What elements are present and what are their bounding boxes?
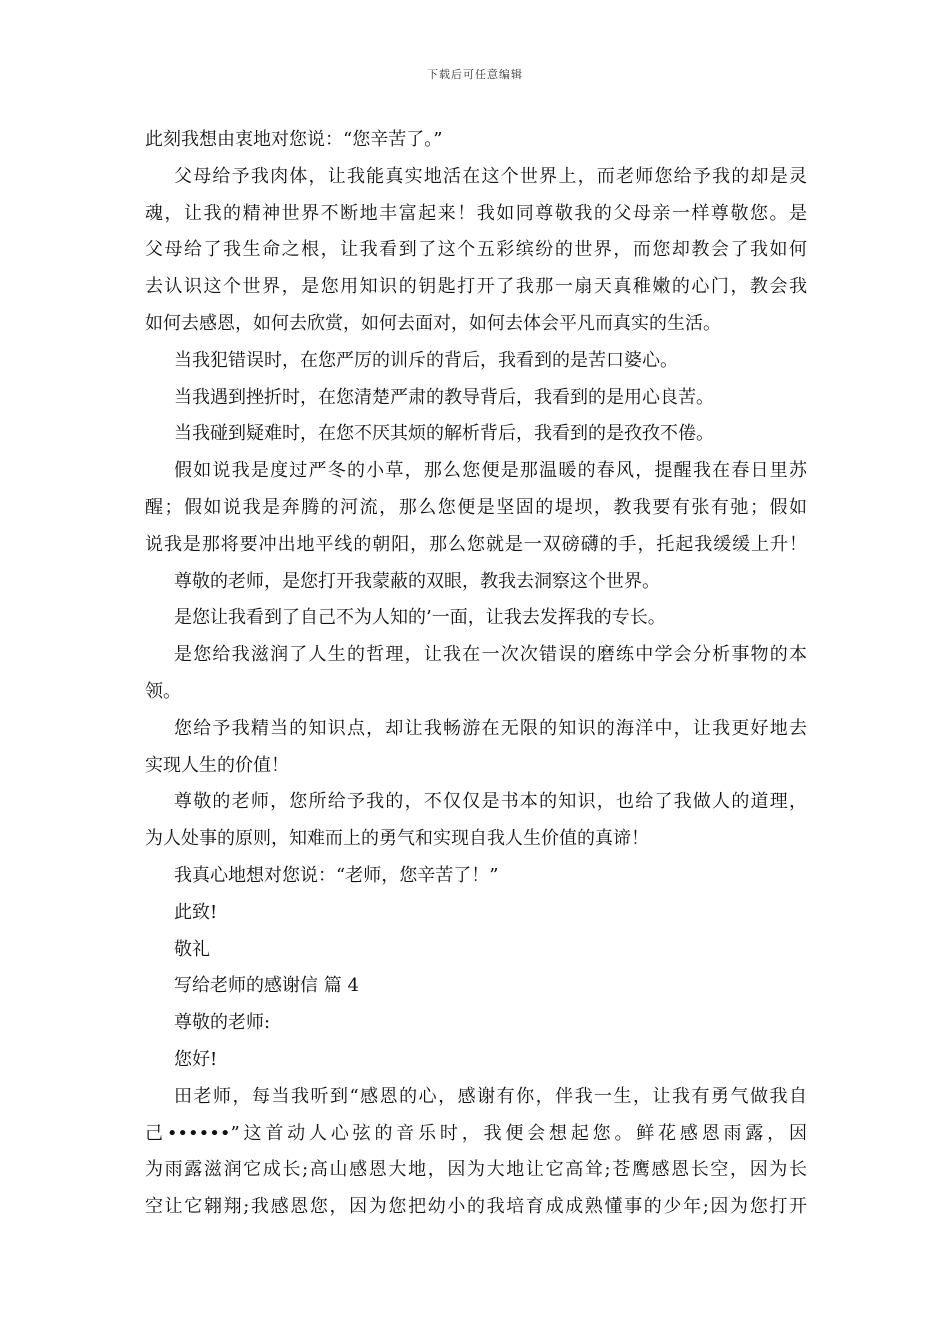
- text-line: 醒；假如说我是奔腾的河流，那么您便是坚固的堤坝，教我要有张有弛；假如: [145, 496, 807, 518]
- text-line: 尊敬的老师:: [174, 1012, 271, 1034]
- text-line: 敬礼: [174, 938, 210, 960]
- text-line: 是您给我滋润了人生的哲理，让我在一次次错误的磨练中学会分析事物的本: [174, 644, 807, 666]
- text-line: 为雨露滋润它成长;高山感恩大地，因为大地让它高耸;苍鹰感恩长空，因为长: [145, 1159, 807, 1181]
- text-line: 实现人生的价值！: [145, 754, 289, 776]
- text-line: 假如说我是度过严冬的小草，那么您便是那温暖的春风，提醒我在春日里苏: [174, 460, 807, 482]
- text-line: 说我是那将要冲出地平线的朝阳，那么您就是一双磅礴的手，托起我缓缓上升！: [145, 533, 807, 555]
- text-line: 领。: [145, 680, 181, 702]
- text-line: 田老师，每当我听到“感恩的心，感谢有你，伴我一生，让我有勇气做我自: [174, 1085, 807, 1107]
- text-line: 此刻我想由衷地对您说：“您辛苦了。”: [145, 129, 443, 150]
- text-line: 如何去感恩，如何去欣赏，如何去面对，如何去体会平凡而真实的生活。: [145, 312, 721, 334]
- text-line: 为人处事的原则，知难而上的勇气和实现自我人生价值的真谛！: [145, 828, 649, 850]
- text-line: 您给予我精当的知识点，却让我畅游在无限的知识的海洋中，让我更好地去: [174, 717, 807, 739]
- text-line: 父母给了我生命之根，让我看到了这个五彩缤纷的世界，而您却教会了我如何: [145, 239, 807, 261]
- text-line: 空让它翱翔;我感恩您，因为您把幼小的我培育成成熟懂事的少年;因为您打开: [145, 1196, 807, 1218]
- text-line: 当我犯错误时，在您严厉的训斥的背后，我看到的是苦口婆心。: [174, 349, 678, 371]
- text-line: 是您让我看到了自己不为人知的’一面，让我去发挥我的专长。: [174, 607, 666, 629]
- text-line: 己••••••”这首动人心弦的音乐时，我便会想起您。鲜花感恩雨露，因: [145, 1122, 807, 1144]
- text-line: 父母给予我肉体，让我能真实地活在这个世界上，而老师您给予我的却是灵: [174, 165, 807, 187]
- text-line: 魂，让我的精神世界不断地丰富起来！我如同尊敬我的父母亲一样尊敬您。是: [145, 202, 807, 224]
- text-line: 我真心地想对您说：“老师，您辛苦了！”: [174, 864, 499, 886]
- text-line: 此致!: [174, 901, 218, 923]
- text-line: 当我遇到挫折时，在您清楚严肃的教导背后，我看到的是用心良苦。: [174, 386, 714, 408]
- page-header: 下载后可任意编辑: [427, 68, 523, 81]
- text-line: 您好!: [174, 1048, 218, 1070]
- text-line: 尊敬的老师，是您打开我蒙蔽的双眼，教我去洞察这个世界。: [174, 570, 660, 592]
- text-line: 写给老师的感谢信 篇 4: [174, 975, 359, 997]
- text-line: 当我碰到疑难时，在您不厌其烦的解析背后，我看到的是孜孜不倦。: [174, 423, 714, 445]
- letter-body: [145, 122, 807, 1226]
- text-line: 尊敬的老师，您所给予我的，不仅仅是书本的知识，也给了我做人的道理，: [174, 791, 807, 813]
- text-line: 去认识这个世界，是您用知识的钥匙打开了我那一扇天真稚嫩的心门，教会我: [145, 276, 807, 298]
